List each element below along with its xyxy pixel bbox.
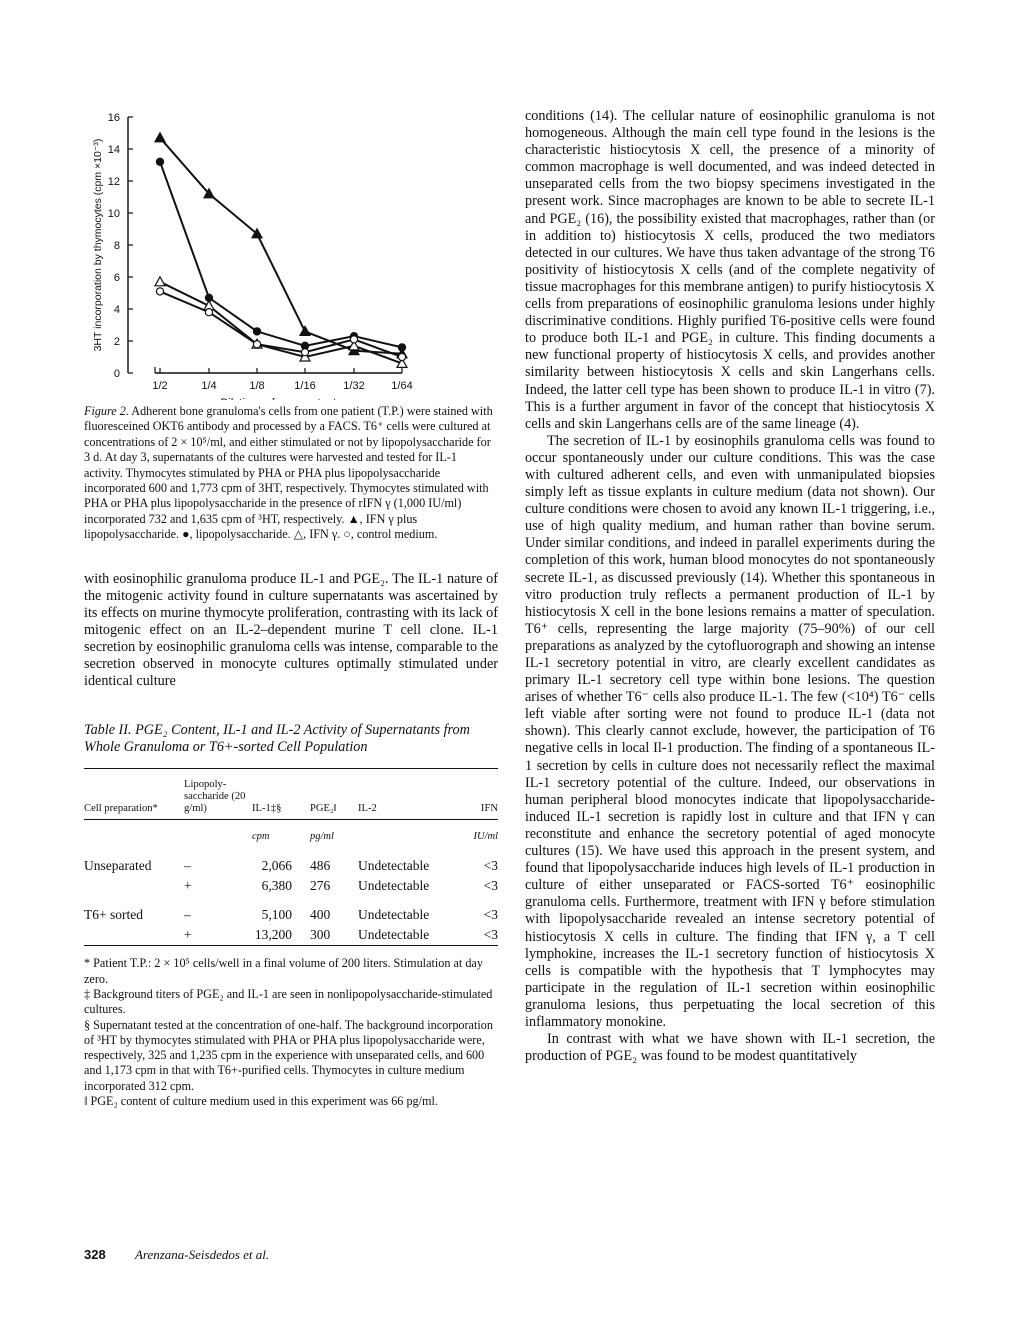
table-footnotes <box>84 956 498 1109</box>
filled-circle-marker-icon <box>156 158 163 165</box>
running-head: Arenzana-Seisdedos et al. <box>134 1247 270 1262</box>
paragraph: In contrast with what we have shown with IL-1 secretion, the production of PGE₂ was found to be modest quantitatively <box>525 1031 935 1065</box>
open-triangle-marker-icon <box>155 277 165 286</box>
x-axis-label <box>220 397 342 400</box>
table-row: Unseparated – 2,066 486 Undetectable <3 <box>84 858 498 874</box>
y-tick-label: 10 <box>107 208 120 220</box>
header-cell-preparation: Cell preparation* <box>84 769 184 820</box>
header-lipopolysaccharide: Lipopoly-saccharide (20 g/ml) <box>184 769 252 820</box>
filled-triangle-marker-icon <box>300 326 310 335</box>
paragraph: conditions (14). The cellular nature of eosinophilic granuloma is not homogeneous. Although the main cell type found in the lesions is the characteristic histiocytosis X cell, the presence of a minority of common macrophage is well documented, and was indeed detected in unseparated cells from the two biopsy specimens investigated in the present work. Since macrophages are known to be able to secrete IL-1 and PGE₂ (16), the possibility existed that macrophages, rather than (or in addition to) histiocytosis X cells, produced the two mediators detected in our cultures. We have thus taken advantage of the strong T6 positivity of histiocytosis X cells (and of the complete negativity of tissue macrophages for this membrane antigen) to purify histiocytosis X cells from preparations of eosinophilic granuloma lesions under highly discriminative conditions. Highly purified T6-positive cells were found to produce both IL-1 and PGE₂ in culture. This finding documents a new functional property of histiocytosis X cells, and provides another similarity between histiocytosis X cells and skin Langerhans cells. Indeed, the latter cell type has been shown to produce IL-1 in vitro (7). This is a further argument in favor of the concept that histiocytosis X cells and skin Langerhans cells are of the same lineage (4). <box>525 108 935 432</box>
left-column <box>84 100 498 1109</box>
header-il1: IL-1‡§ <box>252 769 310 820</box>
y-tick-label: 12 <box>107 176 120 188</box>
footnote: § Supernatant tested at the concentration of one-half. The background incorporation of ³HT by thymocytes stimulated with PHA or PHA plus lipopolysaccharide were, respectively, 325 and 1,235 cpm in the experience with unseparated cells, and 600 and 1,173 cpm in that with T6+-purified cells. Thymocytes in culture medium incorporated 312 cpm. <box>84 1017 493 1093</box>
open-circle-marker-icon <box>301 349 308 356</box>
series-line <box>160 138 402 354</box>
table-ii <box>84 768 498 952</box>
y-tick-label: 0 <box>113 368 120 380</box>
filled-circle-marker-icon <box>398 344 405 351</box>
series-line <box>160 162 402 348</box>
open-circle-marker-icon <box>253 341 260 348</box>
y-tick-label: 6 <box>113 272 120 284</box>
page-footer <box>84 1247 269 1263</box>
table-title: Table II. PGE₂ Content, IL-1 and IL-2 Activity of Supernatants from Whole Granuloma or T6+-sorted Cell Population <box>84 722 470 756</box>
series-line <box>160 291 402 357</box>
right-column <box>525 108 935 1065</box>
y-tick-label: 8 <box>113 240 120 252</box>
y-axis-label: 3HT incorporation by thymocytes (cpm ×10⁻³) <box>92 138 104 352</box>
line-chart <box>84 100 498 400</box>
figure-caption <box>84 404 498 543</box>
x-tick-label: 1/8 <box>249 380 265 392</box>
x-tick-label: 1/4 <box>201 380 217 392</box>
table-row: T6+ sorted – 5,100 400 Undetectable <3 <box>84 907 498 923</box>
table-row: + 13,200 300 Undetectable <3 <box>184 927 498 943</box>
page-number: 328 <box>84 1247 106 1262</box>
x-tick-label: 1/64 <box>391 380 413 392</box>
unit-pge2: pg/ml <box>310 820 358 857</box>
figure-caption-text: Adherent bone granuloma's cells from one patient (T.P.) were stained with fluoresceined OKT6 antibody and processed by a FACS. T6⁺ cells were cultured at concentrations of 2 × 10⁵/ml, and either stimulated or not by lipopolysaccharide for 3 d. At day 3, supernatants of the cultures were harvested and tested for IL-1 activity. Thymocytes stimulated by PHA or PHA plus lipopolysaccharide incorporated 600 and 1,773 cpm of 3HT, respectively. Thymocytes stimulated with PHA or PHA plus lipopolysaccharide in the presence of rIFN γ (1,000 IU/ml) incorporated 732 and 1,635 cpm of ³HT, respectively. ▲, IFN γ plus lipopolysaccharide. ●, lipopolysaccharide. △, IFN γ. ○, control medium. <box>84 404 493 542</box>
filled-circle-marker-icon <box>253 328 260 335</box>
filled-triangle-marker-icon <box>155 133 165 142</box>
open-circle-marker-icon <box>350 336 357 343</box>
unit-ifn: IU/ml <box>458 820 498 857</box>
x-tick-label: 1/32 <box>343 380 365 392</box>
x-tick-label: 1/16 <box>294 380 316 392</box>
table-row: + 6,380 276 Undetectable <3 <box>184 878 498 894</box>
x-tick-label: 1/2 <box>152 380 168 392</box>
header-pge2: PGE₂‖ <box>310 769 358 820</box>
figure-label: Figure 2. <box>84 404 129 418</box>
y-tick-label: 14 <box>107 144 120 156</box>
paragraph: with eosinophilic granuloma produce IL-1 and PGE₂. The IL-1 nature of the mitogenic activity found in culture supernatants was ascertained by its effects on murine thymocyte proliferation, contrasting with its lack of mitogenic effect on an IL-2–dependent murine T cell clone. IL-1 secretion by eosinophilic granuloma cells was intense, comparable to the secretion observed in monocyte cultures optimally stimulated under identical culture <box>84 570 498 690</box>
open-circle-marker-icon <box>156 288 163 295</box>
open-circle-marker-icon <box>205 309 212 316</box>
paragraph: The secretion of IL-1 by eosinophils granuloma cells was found to occur spontaneously under our culture conditions. This was the case with cultured adherent cells, and even with unmanipulated biopsies simply left as tissue explants in culture medium (data not shown). Our culture conditions were chosen to avoid any known IL-1 triggering, i.e., use of high quality medium, and human rather than bovine serum. Under similar conditions, and indeed in parallel experiments during the completion of this work, human blood monocytes do not spontaneously secrete IL-1, as discussed previously (14). Whether this spontaneous in vitro production truly reflects a permanent production of IL-1 by histiocytosis X cell in the bone lesions remains a matter of speculation. T6⁺ cells, representing the large majority (75–90%) of our cell preparations as analyzed by the cytofluorograph and showing an intense IL-1 secretory potential in vitro, are clearly excellent candidates as primary IL-1 secretory cell type within bone lesions. The question arises of whether T6⁻ cells also produce IL-1. The few (<10⁴) T6⁻ cells left viable after sorting were not found to produce IL-1 (data not shown). This clearly cannot exclude, however, the participation of T6 negative cells in local Il-1 production. The finding of a spontaneous IL-1 secretion by cells in culture does not necessarily reflect the maximal IL-1 secretory potential of the culture. Indeed, our observations in human peripheral blood monocytes indicate that lipopolysaccharide-induced IL-1 secretion is rapidly lost in culture and that IFN γ can reconstitute and enhance the secretory potential of aged monocyte cultures (15). We have used this approach in the present system, and found that lipopolysaccharide induces high levels of IL-1 production in culture of either unseparated or FACS-sorted T6⁺ eosinophilic granuloma cells. Furthermore, treatment with IFN γ before stimulation with lipopolysaccharide revealed an intense secretory potential of histiocytosis X cells in culture. The finding that IFN γ, a T cell lymphokine, increases the IL-1 secretory function of histiocytosis X cells is compatible with the hypothesis that T lymphocytes may participate in the regulation of IL-1 secretion within eosinophilic granuloma lesions, thus perpetuating the local secretion of this inflammatory monokine. <box>525 432 935 1030</box>
unit-il1: cpm <box>252 820 310 857</box>
left-body-text <box>84 571 498 691</box>
footnote: ‡ Background titers of PGE₂ and IL-1 are seen in nonlipopolysaccharide-stimulated cultures. <box>84 986 493 1017</box>
y-tick-label: 2 <box>113 336 120 348</box>
header-il2: IL-2 <box>358 769 458 820</box>
figure-2-chart <box>84 100 498 400</box>
header-ifn: IFN <box>458 769 498 820</box>
footnote: * Patient T.P.: 2 × 10⁵ cells/well in a final volume of 200 liters. Stimulation at day zero. <box>84 956 483 986</box>
open-circle-marker-icon <box>398 353 405 360</box>
y-tick-label: 4 <box>113 304 120 316</box>
y-tick-label: 16 <box>107 112 120 124</box>
footnote: ‖ PGE₂ content of culture medium used in this experiment was 66 pg/ml. <box>84 1093 438 1108</box>
